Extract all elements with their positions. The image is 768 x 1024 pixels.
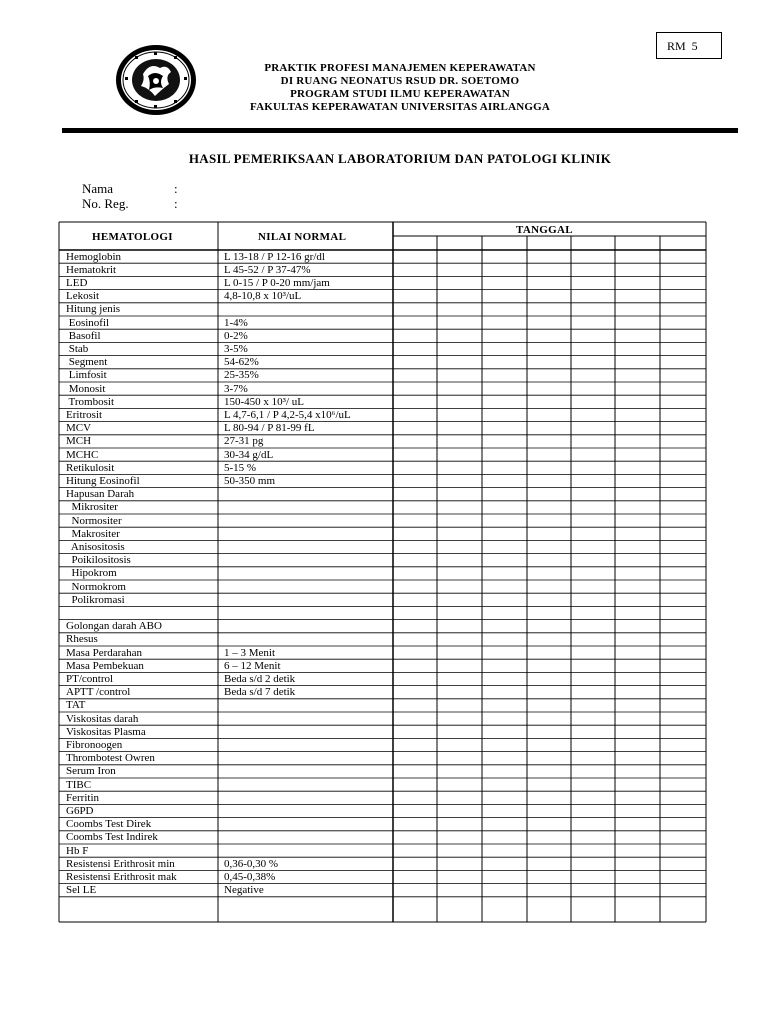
normal-value-cell: Beda s/d 2 detik: [224, 672, 296, 685]
normal-value-cell: 150-450 x 10³/ uL: [224, 395, 304, 408]
test-name-cell: Monosit: [66, 382, 106, 395]
test-name-cell: Normositer: [66, 514, 122, 527]
institution-line: FAKULTAS KEPERAWATAN UNIVERSITAS AIRLANGGA: [249, 101, 551, 113]
test-name-cell: Viskositas Plasma: [66, 725, 146, 738]
normal-value-cell: Negative: [224, 884, 264, 897]
test-name-cell: MCV: [66, 422, 92, 435]
normal-value-cell: L 4,7-6,1 / P 4,2-5,4 x10⁶/uL: [224, 408, 351, 421]
test-name-cell: Coombs Test Direk: [66, 818, 152, 831]
test-name-cell: Stab: [66, 342, 89, 355]
test-name-cell: Hapusan Darah: [66, 488, 135, 501]
normal-value-cell: L 45-52 / P 37-47%: [224, 263, 311, 276]
header-hematologi: HEMATOLOGI: [92, 231, 173, 243]
normal-value-cell: 6 – 12 Menit: [224, 659, 281, 672]
test-name-cell: Poikilositosis: [66, 554, 131, 567]
normal-value-cell: 0,45-0,38%: [224, 870, 276, 883]
test-name-cell: Eritrosit: [66, 408, 103, 421]
normal-value-cell: 54-62%: [224, 356, 259, 369]
normal-value-cell: L 13-18 / P 12-16 gr/dl: [224, 250, 325, 263]
normal-value-cell: 1-4%: [224, 316, 248, 329]
test-name-cell: Masa Pembekuan: [66, 659, 144, 672]
patient-name-label: Nama: [82, 181, 114, 196]
test-name-cell: Resistensi Erithrosit mak: [66, 870, 177, 883]
field-separator: :: [174, 181, 178, 196]
test-name-cell: Eosinofil: [66, 316, 110, 329]
institution-line: PROGRAM STUDI ILMU KEPERAWATAN: [290, 88, 510, 100]
test-name-cell: Lekosit: [66, 290, 99, 303]
normal-value-cell: 30-34 g/dL: [224, 448, 274, 461]
test-name-cell: Hitung Eosinofil: [66, 474, 140, 487]
normal-value-cell: Beda s/d 7 detik: [224, 686, 296, 699]
normal-value-cell: 3-7%: [224, 382, 248, 395]
institution-line: PRAKTIK PROFESI MANAJEMEN KEPERAWATAN: [264, 62, 536, 74]
test-name-cell: Sel LE: [66, 884, 97, 897]
form-code: RM 5: [667, 39, 698, 53]
test-name-cell: Serum Iron: [66, 765, 116, 778]
test-name-cell: Segment: [66, 356, 108, 369]
test-name-cell: Ferritin: [66, 791, 99, 804]
normal-value-cell: 25-35%: [224, 369, 259, 382]
header-tanggal: TANGGAL: [516, 224, 573, 236]
patient-reg-label: No. Reg.: [82, 196, 129, 211]
test-name-cell: Makrositer: [66, 527, 120, 540]
normal-value-cell: 0,36-0,30 %: [224, 857, 279, 870]
test-name-cell: TAT: [66, 699, 86, 712]
normal-value-cell: 0-2%: [224, 329, 248, 342]
test-name-cell: Hitung jenis: [66, 303, 121, 316]
normal-value-cell: L 0-15 / P 0-20 mm/jam: [224, 276, 330, 289]
field-separator: :: [174, 196, 178, 211]
test-name-cell: MCH: [66, 435, 92, 448]
test-name-cell: Hipokrom: [66, 567, 117, 580]
test-name-cell: Anisositosis: [66, 540, 125, 553]
test-name-cell: Hemoglobin: [66, 250, 121, 263]
test-name-cell: Masa Perdarahan: [66, 646, 143, 659]
test-name-cell: Hematokrit: [66, 263, 117, 276]
test-name-cell: Resistensi Erithrosit min: [66, 857, 175, 870]
test-name-cell: Polikromasi: [66, 593, 125, 606]
test-name-cell: LED: [66, 276, 88, 289]
normal-value-cell: 50-350 mm: [224, 474, 276, 487]
test-name-cell: Normokrom: [66, 580, 126, 593]
normal-value-cell: 4,8-10,8 x 10³/uL: [224, 290, 302, 303]
test-name-cell: Rhesus: [66, 633, 98, 646]
test-name-cell: Hb F: [66, 844, 89, 857]
test-name-cell: MCHC: [66, 448, 99, 461]
document-title: HASIL PEMERIKSAAN LABORATORIUM DAN PATOLOGI KLINIK: [188, 151, 612, 166]
institution-line: DI RUANG NEONATUS RSUD DR. SOETOMO: [280, 75, 520, 87]
test-name-cell: Retikulosit: [66, 461, 115, 474]
normal-value-cell: 3-5%: [224, 342, 248, 355]
normal-value-cell: 27-31 pg: [224, 435, 264, 448]
test-name-cell: Mikrositer: [66, 501, 118, 514]
test-name-cell: Basofil: [66, 329, 101, 342]
normal-value-cell: 5-15 %: [224, 461, 257, 474]
test-name-cell: Viskositas darah: [66, 712, 139, 725]
test-name-cell: Limfosit: [66, 369, 107, 382]
test-name-cell: Coombs Test Indirek: [66, 831, 158, 844]
test-name-cell: Fibronoogen: [66, 738, 123, 751]
normal-value-cell: 1 – 3 Menit: [224, 646, 276, 659]
normal-value-cell: L 80-94 / P 81-99 fL: [224, 422, 315, 435]
test-name-cell: TIBC: [66, 778, 92, 791]
test-name-cell: Trombosit: [66, 395, 114, 408]
test-name-cell: APTT /control: [66, 686, 131, 699]
test-name-cell: Thrombotest Owren: [66, 752, 155, 765]
header-nilai-normal: NILAI NORMAL: [258, 231, 347, 243]
test-name-cell: G6PD: [66, 804, 94, 817]
test-name-cell: PT/control: [66, 672, 114, 685]
test-name-cell: Golongan darah ABO: [66, 620, 162, 633]
